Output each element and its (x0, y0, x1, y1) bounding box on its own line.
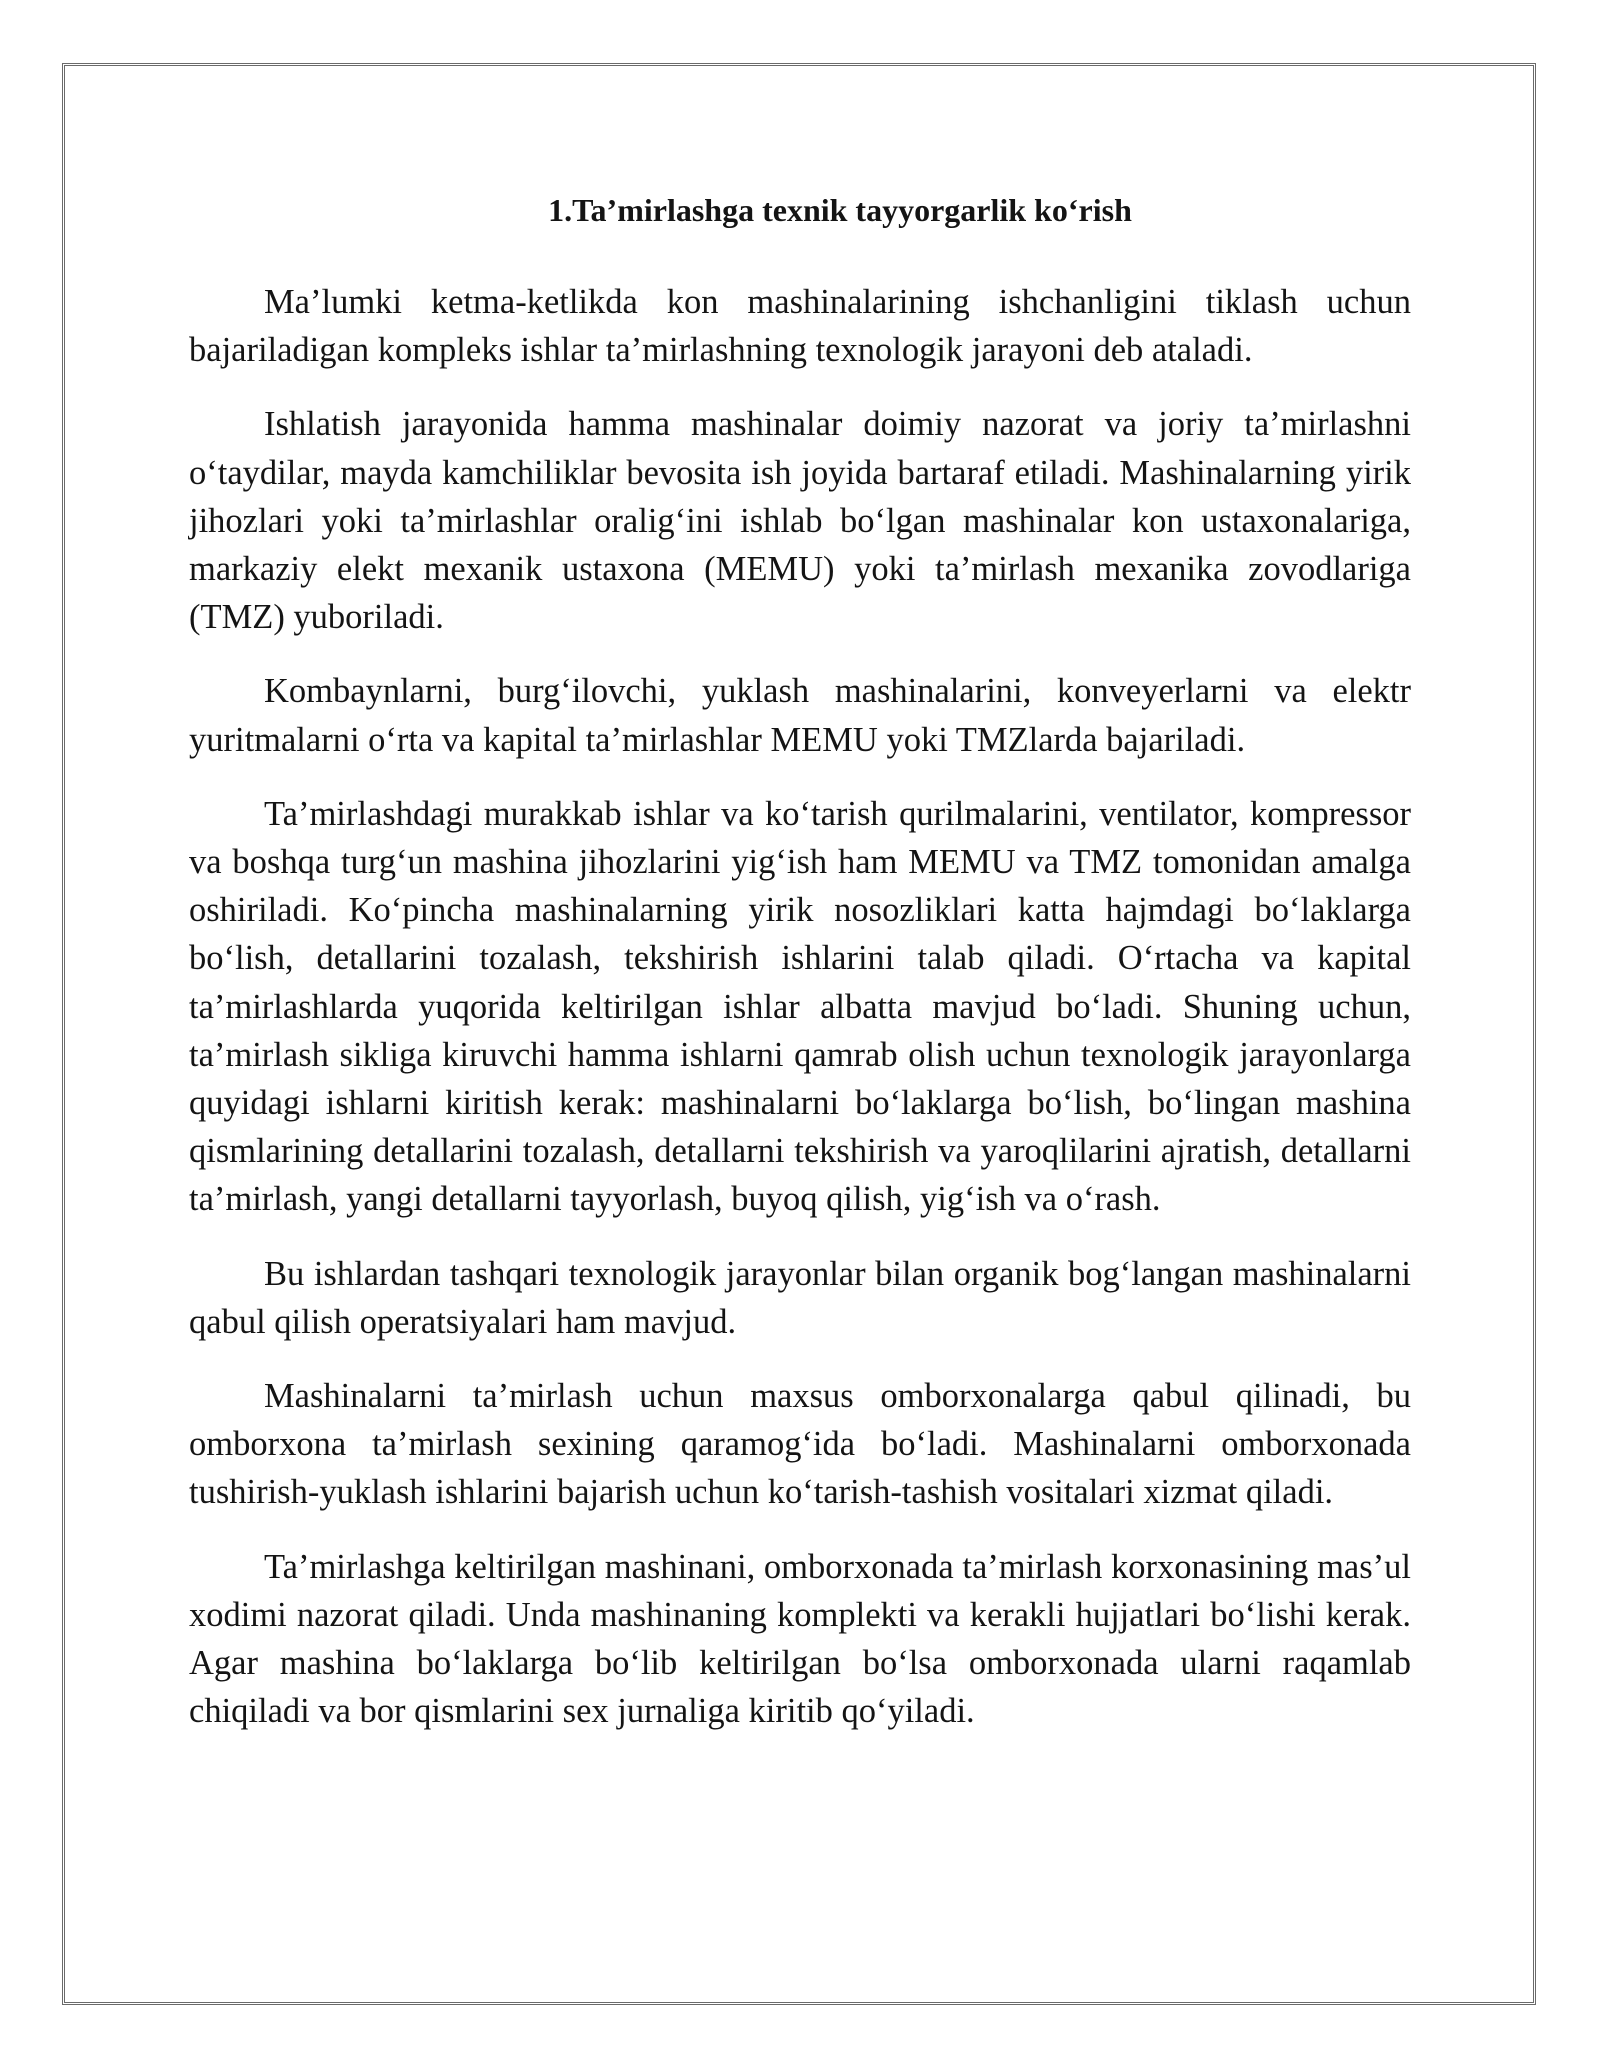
paragraph-6: Mashinalarni ta’mirlash uchun maxsus omborxonalarga qabul qilinadi, bu omborxona ta’mirlash sexining qaramog‘ida bo‘ladi. Mashinalarni omborxonada tushirish-yuklash ishlarini bajarish uchun ko‘tarish-tashish vositalari xizmat qiladi. (189, 1377, 1411, 1512)
paragraph-5: Bu ishlardan tashqari texnologik jarayonlar bilan organik bog‘langan mashinalarni qabul qilish operatsiyalari ham mavjud. (189, 1254, 1411, 1341)
paragraph-1: Ma’lumki ketma-ketlikda kon mashinalarining ishchanligini tiklash uchun bajariladigan kompleks ishlar ta’mirlashning texnologik jarayoni deb ataladi. (189, 283, 1411, 370)
document-body (189, 188, 1411, 1761)
paragraph-4: Ta’mirlashdagi murakkab ishlar va ko‘tarish qurilmalarini, ventilator, kompressor va boshqa turg‘un mashina jihozlarini yig‘ish ham MEMU va TMZ tomonidan amalga oshiriladi. Ko‘pincha mashinalarning yirik nosozliklari katta hajmdagi bo‘laklarga bo‘lish, detallarini tozalash, tekshirish ishlarini talab qiladi. O‘rtacha va kapital ta’mirlashlarda yuqorida keltirilgan ishlar albatta mavjud bo‘ladi. Shuning uchun, ta’mirlash sikliga kiruvchi hamma ishlarni qamrab olish uchun texnologik jarayonlarga quyidagi ishlarni kiritish kerak: mashinalarni bo‘laklarga bo‘lish, bo‘lingan mashina qismlarining detallarini tozalash, detallarni tekshirish va yaroqlilarini ajratish, detallarni ta’mirlash, yangi detallarni tayyorlash, buyoq qilish, yig‘ish va o‘rash. (189, 794, 1411, 1219)
paragraph-7: Ta’mirlashga keltirilgan mashinani, omborxonada ta’mirlash korxonasining mas’ul xodimi nazorat qiladi. Unda mashinaning komplekti va kerakli hujjatlari bo‘lishi kerak. Agar mashina bo‘laklarga bo‘lib keltirilgan bo‘lsa omborxonada ularni raqamlab chiqiladi va bor qismlarini sex jurnaliga kiritib qo‘yiladi. (189, 1547, 1411, 1731)
document-title: 1.Ta’mirlashga texnik tayyorgarlik ko‘rish (548, 192, 1132, 228)
paragraph-3: Kombaynlarni, burg‘ilovchi, yuklash mashinalarini, konveyerlarni va elektr yuritmalarni o‘rta va kapital ta’mirlashlar MEMU yoki TMZlarda bajariladi. (189, 672, 1411, 759)
paragraph-2: Ishlatish jarayonida hamma mashinalar doimiy nazorat va joriy ta’mirlashni o‘taydilar, mayda kamchiliklar bevosita ish joyida bartaraf etiladi. Mashinalarning yirik jihozlari yoki ta’mirlashlar oralig‘ini ishlab bo‘lgan mashinalar kon ustaxonalariga, markaziy elekt mexanik ustaxona (MEMU) yoki ta’mirlash mexanika zovodlariga (TMZ) yuboriladi. (189, 405, 1411, 637)
